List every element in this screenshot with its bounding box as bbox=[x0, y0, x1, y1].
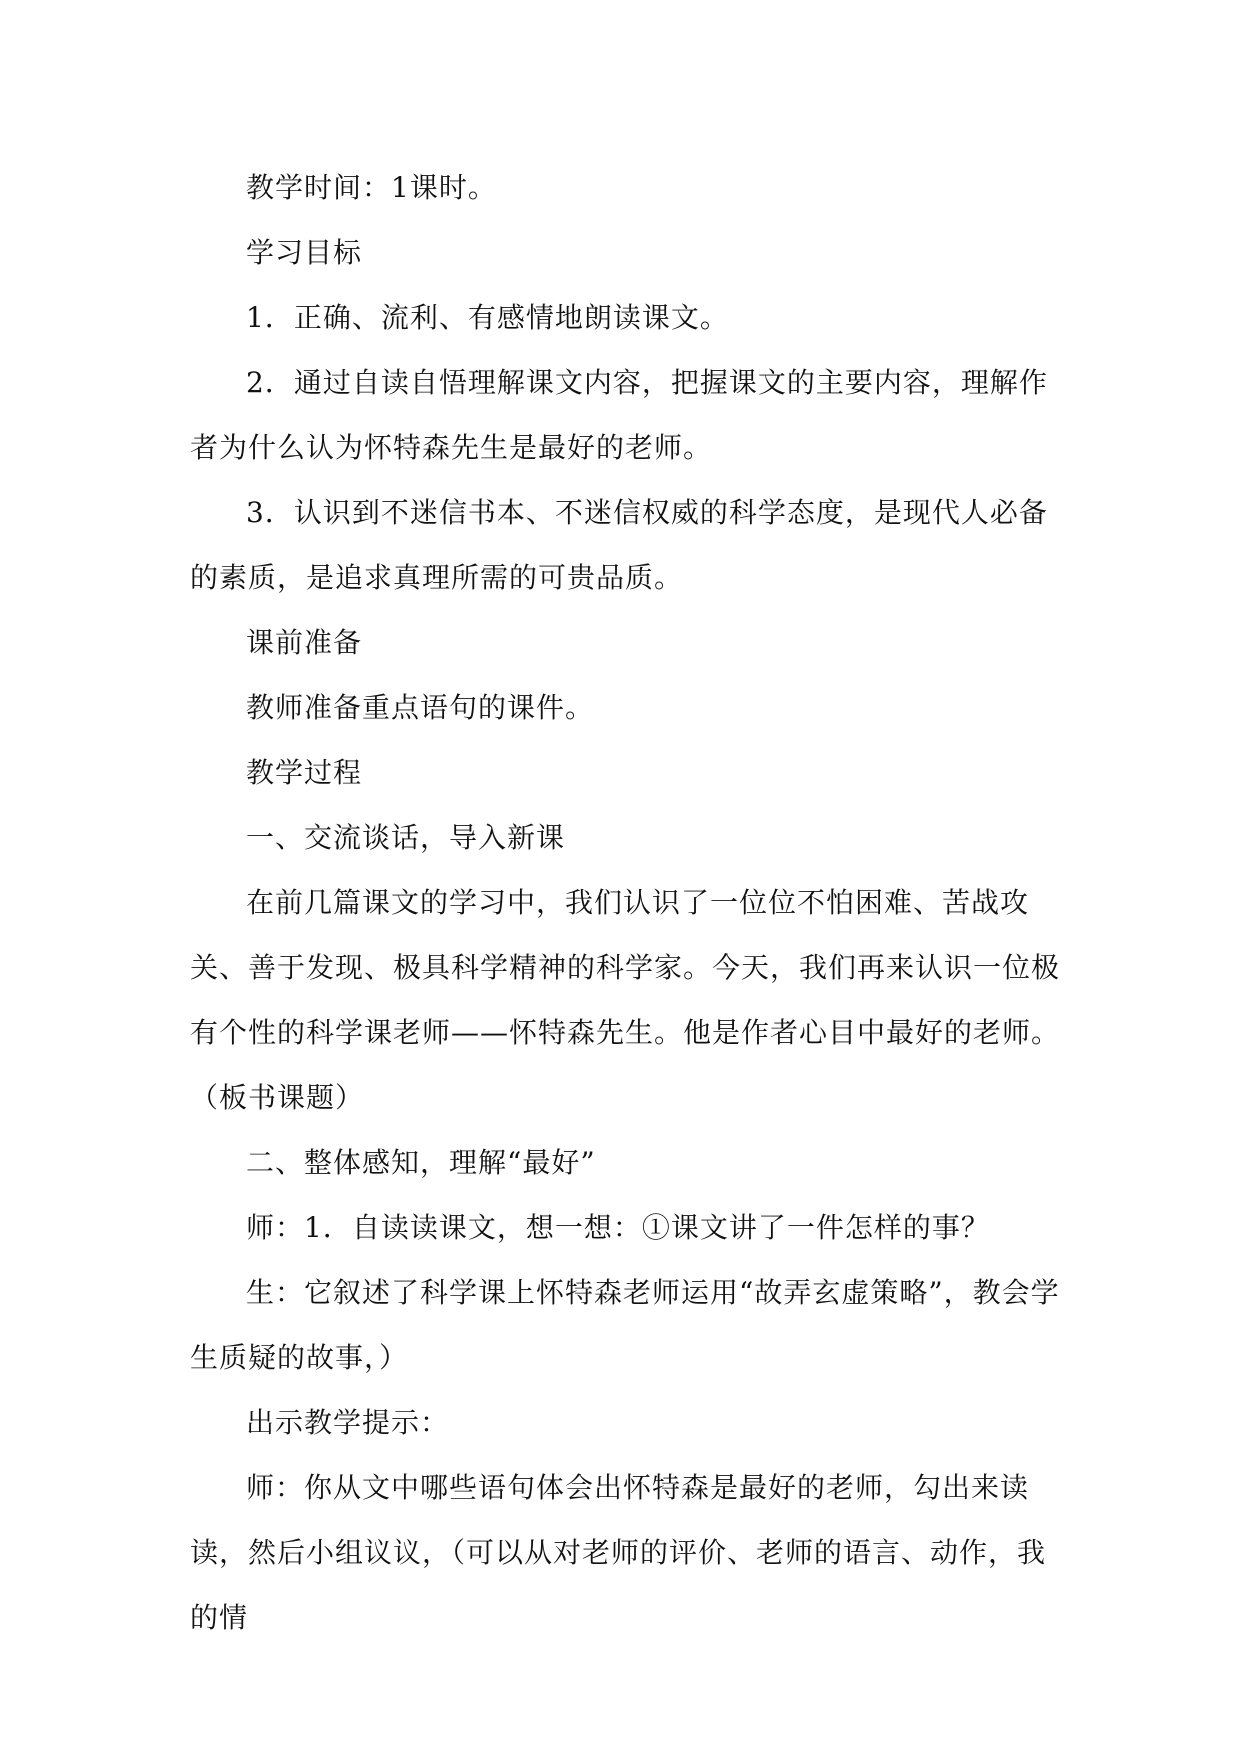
teacher-prompt-2: 师：你从文中哪些语句体会出怀特森是最好的老师，勾出来读读，然后小组议议，（可以从对老师的评价、老师的语言、动作，我的情 bbox=[190, 1471, 1047, 1634]
teaching-hint-label: 出示教学提示： bbox=[246, 1406, 450, 1439]
paragraph-teaching-time: 教学时间：1课时。 bbox=[246, 171, 497, 204]
goal-item-1: 1．正确、流利、有感情地朗读课文。 bbox=[246, 301, 729, 334]
section-1-title: 一、交流谈话，导入新课 bbox=[246, 821, 566, 854]
heading-preparation: 课前准备 bbox=[246, 626, 363, 659]
student-answer-1: 生：它叙述了科学课上怀特森老师运用“故弄玄虚策略”，教会学生质疑的故事，） bbox=[190, 1276, 1060, 1374]
section-2-title: 二、整体感知，理解“最好” bbox=[246, 1146, 596, 1179]
heading-teaching-process: 教学过程 bbox=[246, 756, 363, 789]
goal-item-2: 2．通过自读自悟理解课文内容，把握课文的主要内容，理解作者为什么认为怀特森先生是最好的老师。 bbox=[190, 366, 1048, 464]
goal-item-3: 3．认识到不迷信书本、不迷信权威的科学态度，是现代人必备的素质，是追求真理所需的可贵品质。 bbox=[190, 496, 1048, 594]
section-1-body: 在前几篇课文的学习中，我们认识了一位位不怕困难、苦战攻关、善于发现、极具科学精神的科学家。今天，我们再来认识一位极有个性的科学课老师——怀特森先生。他是作者心目中最好的老师。（板书课题） bbox=[190, 886, 1061, 1114]
teacher-prompt-1: 师：1．自读读课文，想一想：①课文讲了一件怎样的事？ bbox=[246, 1211, 990, 1244]
heading-learning-goals: 学习目标 bbox=[246, 236, 363, 269]
paragraph-preparation: 教师准备重点语句的课件。 bbox=[246, 691, 595, 724]
document-body bbox=[190, 155, 1070, 1650]
